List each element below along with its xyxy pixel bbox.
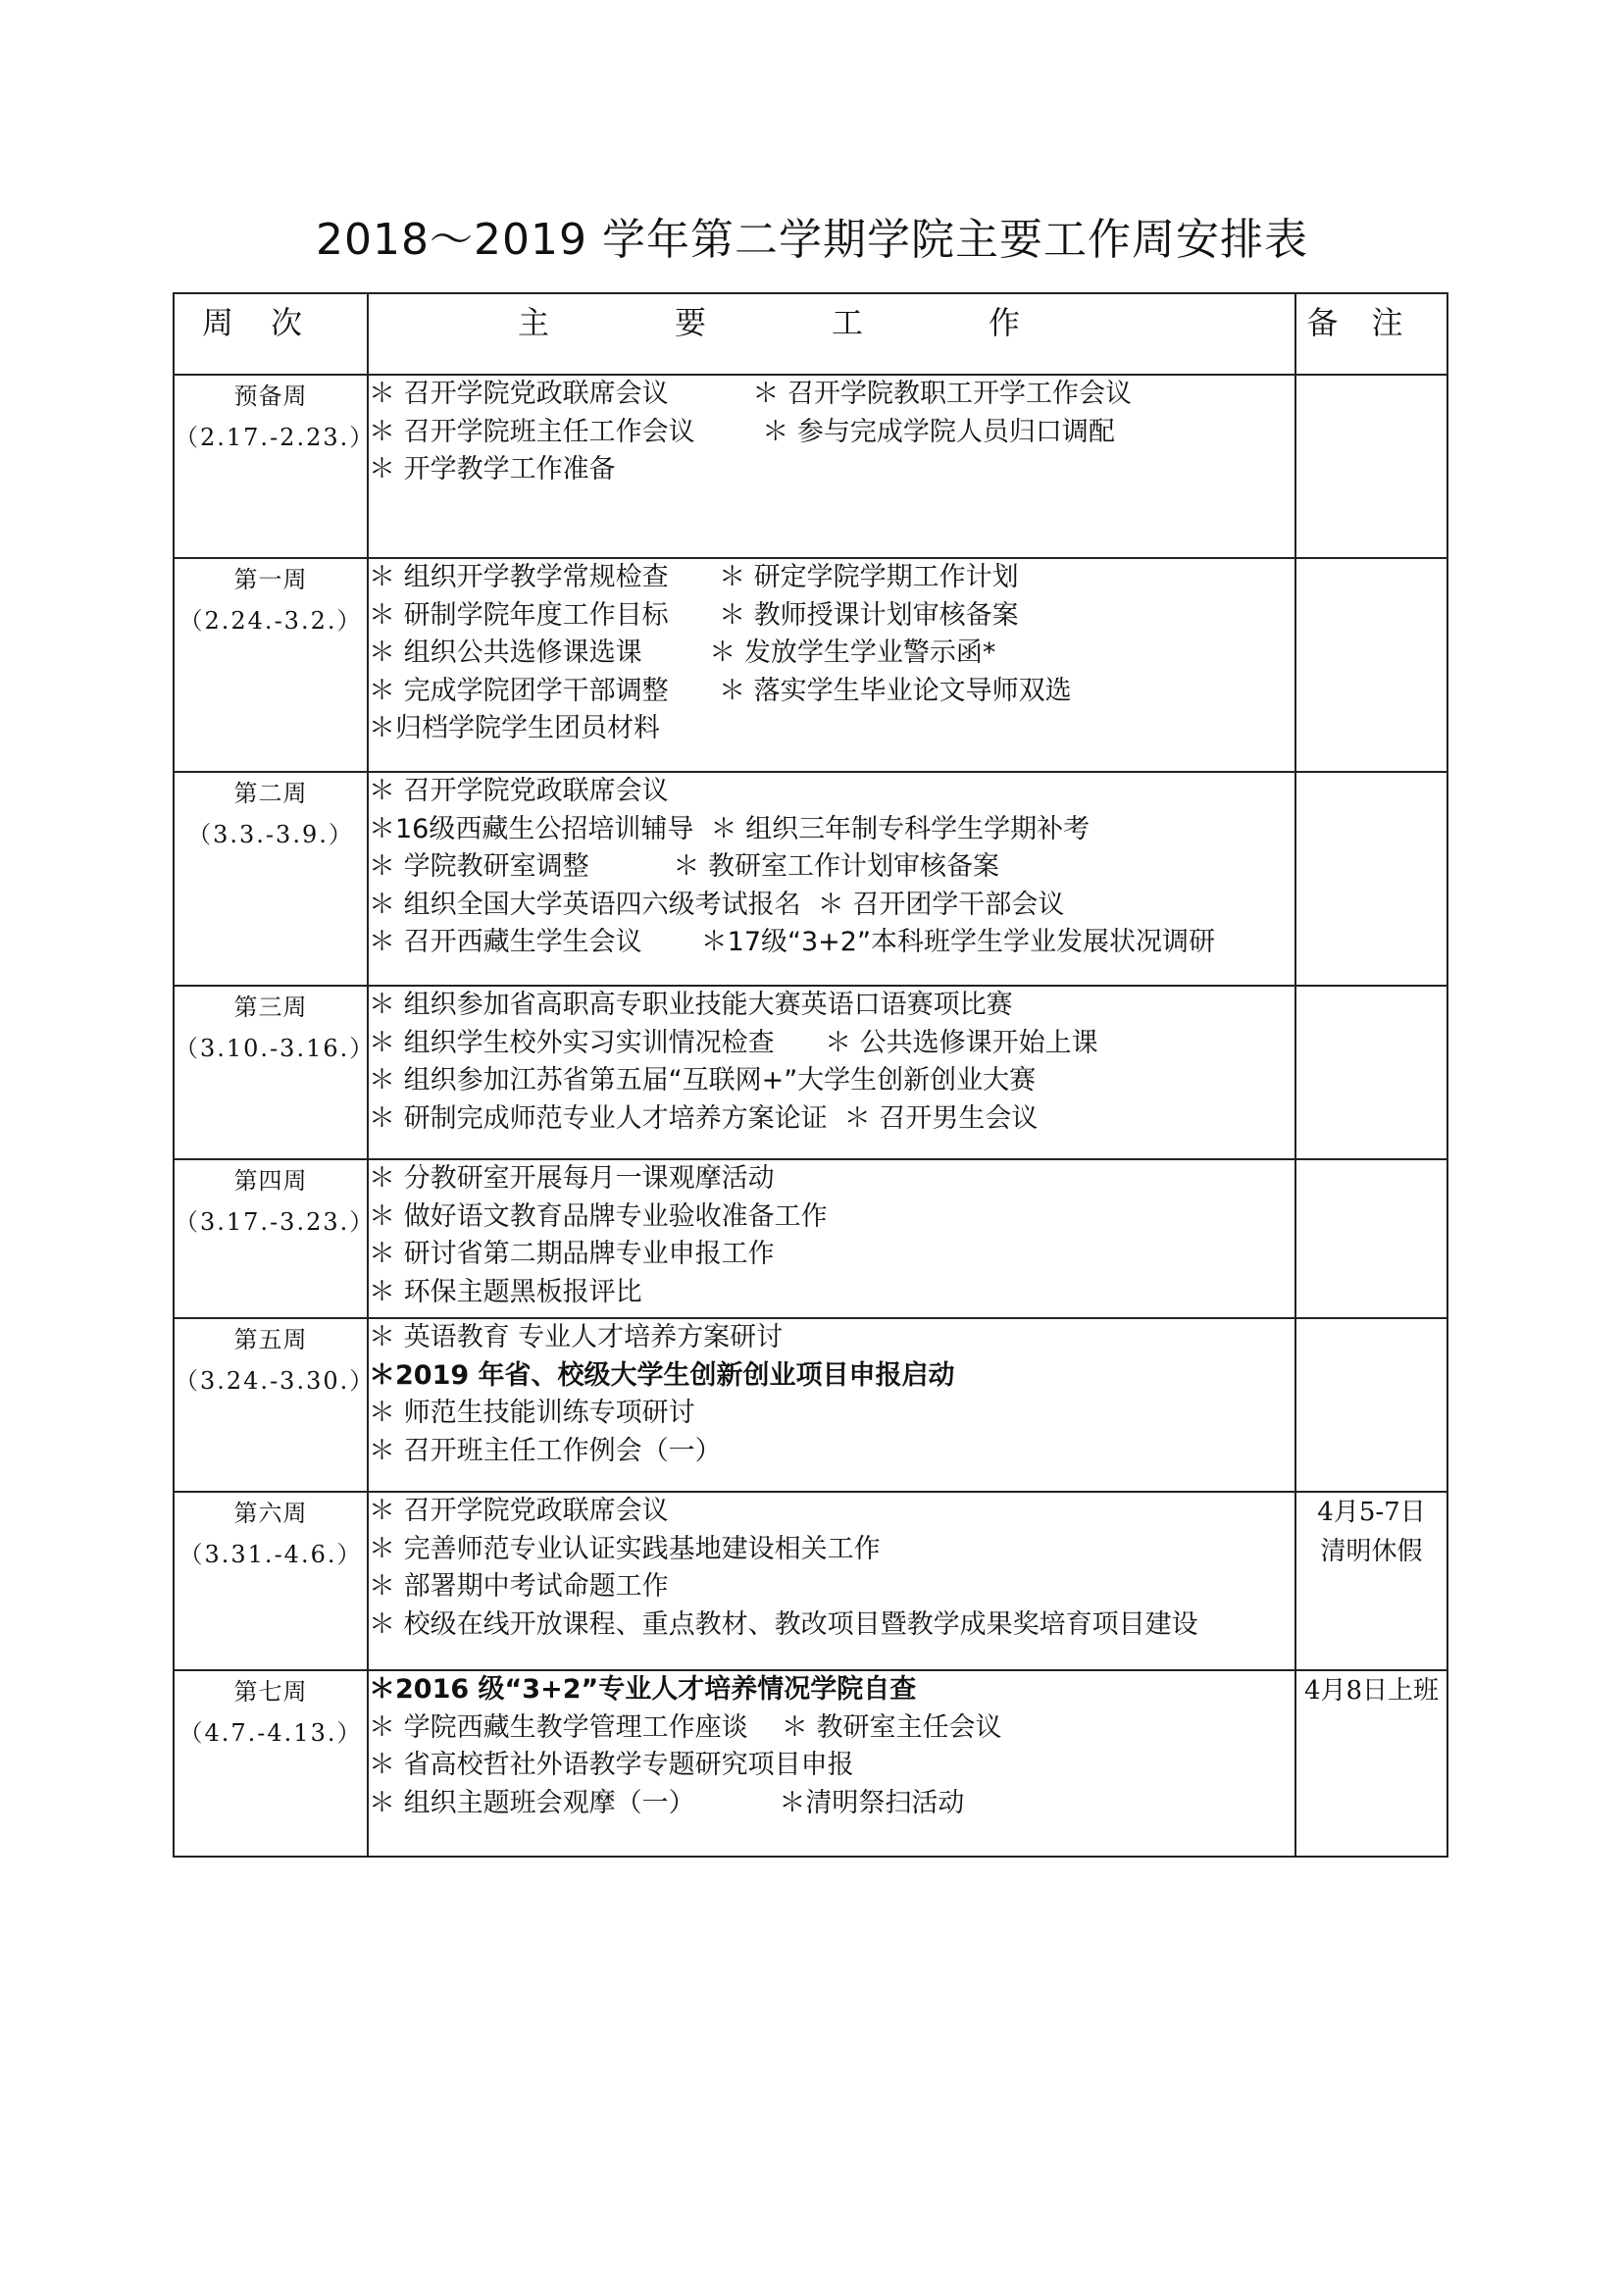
work-item: ＊ 校级在线开放课程、重点教材、教改项目暨教学成果奖培育项目建设 — [369, 1608, 1198, 1640]
work-item: ＊ 研制完成师范专业人才培养方案论证 ＊ 召开男生会议 — [369, 1102, 1039, 1134]
work-cell — [368, 1318, 1295, 1492]
table-row — [174, 1318, 1447, 1492]
week-range: （3.3.-3.9.） — [187, 821, 354, 848]
work-item: ＊ 师范生技能训练专项研讨 — [369, 1398, 695, 1428]
note-cell — [1295, 772, 1447, 986]
work-cell — [368, 558, 1295, 772]
work-item: ＊ 部署期中考试命题工作 — [369, 1571, 669, 1602]
work-item: ＊ 开学教学工作准备 — [369, 454, 616, 484]
note-line: 4月5-7日 — [1317, 1498, 1426, 1527]
table-row — [174, 558, 1447, 772]
page-title: 2018～2019 学年第二学期学院主要工作周安排表 — [316, 215, 1308, 265]
note-cell — [1295, 1159, 1447, 1318]
week-cell — [174, 772, 368, 986]
week-cell — [174, 986, 376, 1159]
week-name: 第三周 — [233, 994, 308, 1021]
week-name: 第二周 — [233, 780, 308, 807]
work-item: ＊ 召开学院党政联席会议 — [369, 1496, 669, 1526]
work-item: ＊ 分教研室开展每月一课观摩活动 — [369, 1163, 775, 1194]
note-line: 4月8日上班 — [1303, 1676, 1440, 1706]
table-row — [174, 986, 1447, 1159]
work-item: ＊ 完成学院团学干部调整 ＊ 落实学生毕业论文导师双选 — [369, 675, 1072, 706]
week-range: （2.24.-3.2.） — [178, 607, 363, 635]
work-item: ＊ 组织开学教学常规检查 ＊ 研定学院学期工作计划 — [369, 562, 1019, 592]
work-item: ＊ 组织学生校外实习实训情况检查 ＊ 公共选修课开始上课 — [369, 1027, 1098, 1058]
note-cell — [1295, 375, 1447, 558]
table-row — [174, 772, 1447, 986]
work-item: ＊ 学院西藏生教学管理工作座谈 ＊ 教研室主任会议 — [369, 1711, 1002, 1743]
week-name: 第一周 — [233, 566, 308, 593]
week-range: （3.31.-4.6.） — [178, 1541, 363, 1568]
week-cell — [174, 1492, 368, 1670]
week-name: 第五周 — [233, 1326, 308, 1353]
week-range: （3.10.-3.16.） — [175, 1035, 376, 1062]
work-cell — [368, 772, 1295, 986]
week-cell — [174, 1318, 376, 1492]
schedule-table — [173, 292, 1448, 1858]
work-item: ＊2019 年省、校级大学生创新创业项目申报启动 — [369, 1359, 955, 1391]
table-header-row — [174, 293, 1447, 375]
work-cell — [368, 375, 1295, 558]
work-cell — [368, 1670, 1295, 1857]
work-item: ＊16级西藏生公招培训辅导 ＊ 组织三年制专科学生学期补考 — [369, 813, 1091, 844]
note-cell — [1295, 1492, 1447, 1670]
table-row — [174, 1159, 1447, 1318]
work-item: ＊ 组织参加省高职高专职业技能大赛英语口语赛项比赛 — [369, 990, 1013, 1020]
week-range: （3.17.-3.23.） — [175, 1208, 376, 1236]
note-cell — [1295, 986, 1447, 1159]
work-item: ＊ 召开西藏生学生会议 ＊17级“3+2”本科班学生学业发展状况调研 — [369, 927, 1215, 957]
work-cell — [368, 986, 1295, 1159]
week-range: （4.7.-4.13.） — [178, 1719, 363, 1747]
work-item: ＊2016 级“3+2”专业人才培养情况学院自查 — [369, 1674, 917, 1705]
note-cell — [1295, 558, 1447, 772]
work-item: ＊ 召开班主任工作例会（一） — [369, 1435, 722, 1466]
note-line: 清明休假 — [1320, 1537, 1423, 1566]
table-row — [174, 1670, 1447, 1857]
week-name: 第四周 — [233, 1167, 308, 1195]
work-cell — [368, 1492, 1295, 1670]
week-name: 第七周 — [233, 1678, 308, 1706]
work-item: ＊ 组织全国大学英语四六级考试报名 ＊ 召开团学干部会议 — [369, 889, 1065, 920]
work-item: ＊ 组织公共选修课选课 ＊ 发放学生学业警示函* — [369, 637, 996, 668]
work-item: ＊ 研讨省第二期品牌专业申报工作 — [369, 1239, 775, 1269]
week-range: （3.24.-3.30.） — [175, 1367, 376, 1395]
week-range: （2.17.-2.23.） — [175, 424, 376, 451]
week-cell — [174, 558, 368, 772]
work-item: ＊ 召开学院党政联席会议 — [369, 776, 669, 806]
work-item: ＊ 组织主题班会观摩（一） ＊清明祭扫活动 — [369, 1787, 965, 1818]
week-name: 预备周 — [233, 382, 308, 410]
work-item: ＊ 组织参加江苏省第五届“互联网+”大学生创新创业大赛 — [369, 1065, 1037, 1096]
week-cell — [174, 1159, 376, 1318]
header-week: 周次 — [174, 293, 368, 375]
work-cell — [368, 1159, 1295, 1318]
work-item: ＊ 做好语文教育品牌专业验收准备工作 — [369, 1200, 828, 1232]
header-work: 主要工作 — [368, 293, 1295, 375]
work-item: ＊ 环保主题黑板报评比 — [369, 1276, 642, 1307]
work-item: ＊ 完善师范专业认证实践基地建设相关工作 — [369, 1533, 881, 1564]
work-item: ＊ 学院教研室调整 ＊ 教研室工作计划审核备案 — [369, 851, 999, 882]
note-cell — [1295, 1318, 1447, 1492]
week-name: 第六周 — [233, 1500, 308, 1527]
note-cell — [1295, 1670, 1447, 1857]
work-item: ＊ 英语教育 专业人才培养方案研讨 — [369, 1322, 784, 1352]
work-item: ＊归档学院学生团员材料 — [369, 713, 660, 743]
work-item: ＊ 召开学院班主任工作会议 ＊ 参与完成学院人员归口调配 — [369, 416, 1115, 447]
header-note: 备注 — [1295, 293, 1447, 375]
table-row — [174, 375, 1447, 558]
table-row — [174, 1492, 1447, 1670]
week-cell — [174, 1670, 368, 1857]
work-item: ＊ 研制学院年度工作目标 ＊ 教师授课计划审核备案 — [369, 599, 1019, 631]
week-cell — [174, 375, 376, 558]
work-item: ＊ 省高校哲社外语教学专题研究项目申报 — [369, 1750, 854, 1780]
work-item: ＊ 召开学院党政联席会议 ＊ 召开学院教职工开学工作会议 — [369, 379, 1132, 409]
